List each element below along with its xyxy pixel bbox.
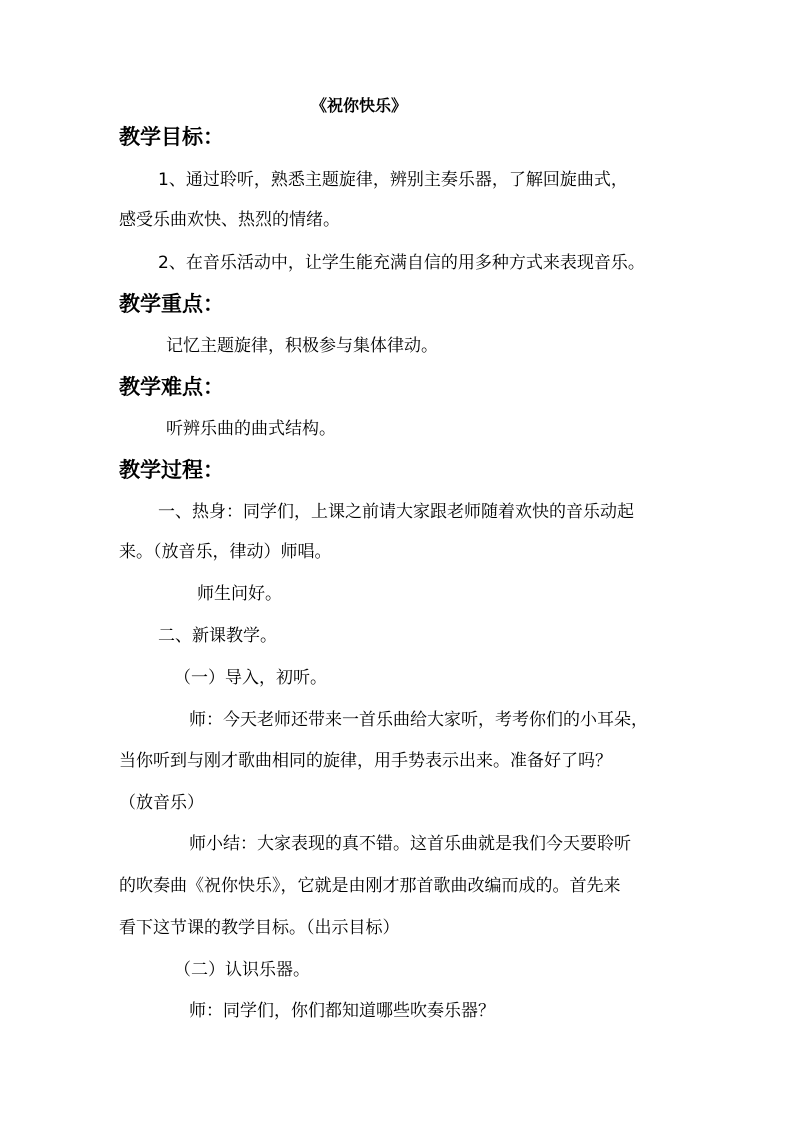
difficulties-heading: 教学难点： (119, 375, 224, 399)
process-line: 看下这节课的教学目标。（出示目标） (119, 918, 400, 938)
process-line: （一）导入，初听。 (174, 668, 327, 688)
process-heading: 教学过程： (119, 458, 224, 482)
difficulties-text: 听辨乐曲的曲式结构。 (166, 419, 336, 439)
process-line: 来。（放音乐，律动）师唱。 (119, 542, 332, 562)
process-line: 师：今天老师还带来一首乐曲给大家听，考考你们的小耳朵， (189, 710, 648, 730)
key-points-text: 记忆主题旋律，积极参与集体律动。 (166, 336, 438, 356)
process-line: （放音乐） (119, 793, 204, 813)
document-title: 《祝你快乐》 (311, 96, 408, 115)
process-line: 师小结：大家表现的真不错。这首乐曲就是我们今天要聆听 (189, 834, 631, 854)
process-line: 当你听到与刚才歌曲相同的旋律，用手势表示出来。准备好了吗？ (119, 751, 612, 771)
objective-line: 1、通过聆听，熟悉主题旋律，辨别主奏乐器，了解回旋曲式， (158, 170, 628, 190)
objective-line: 2、在音乐活动中，让学生能充满自信的用多种方式来表现音乐。 (158, 253, 645, 273)
objectives-heading: 教学目标： (119, 125, 224, 149)
process-line: 的吹奏曲《祝你快乐》，它就是由刚才那首歌曲改编而成的。首先来 (119, 876, 621, 896)
process-line: 一、热身：同学们，上课之前请大家跟老师随着欢快的音乐动起 (158, 502, 634, 522)
process-line: （二）认识乐器。 (174, 960, 310, 980)
process-line: 师生问好。 (197, 584, 282, 604)
process-line: 师：同学们，你们都知道哪些吹奏乐器？ (189, 1001, 495, 1021)
key-points-heading: 教学重点： (119, 292, 224, 316)
objective-line: 感受乐曲欢快、热烈的情绪。 (119, 210, 340, 230)
process-line: 二、新课教学。 (158, 626, 277, 646)
